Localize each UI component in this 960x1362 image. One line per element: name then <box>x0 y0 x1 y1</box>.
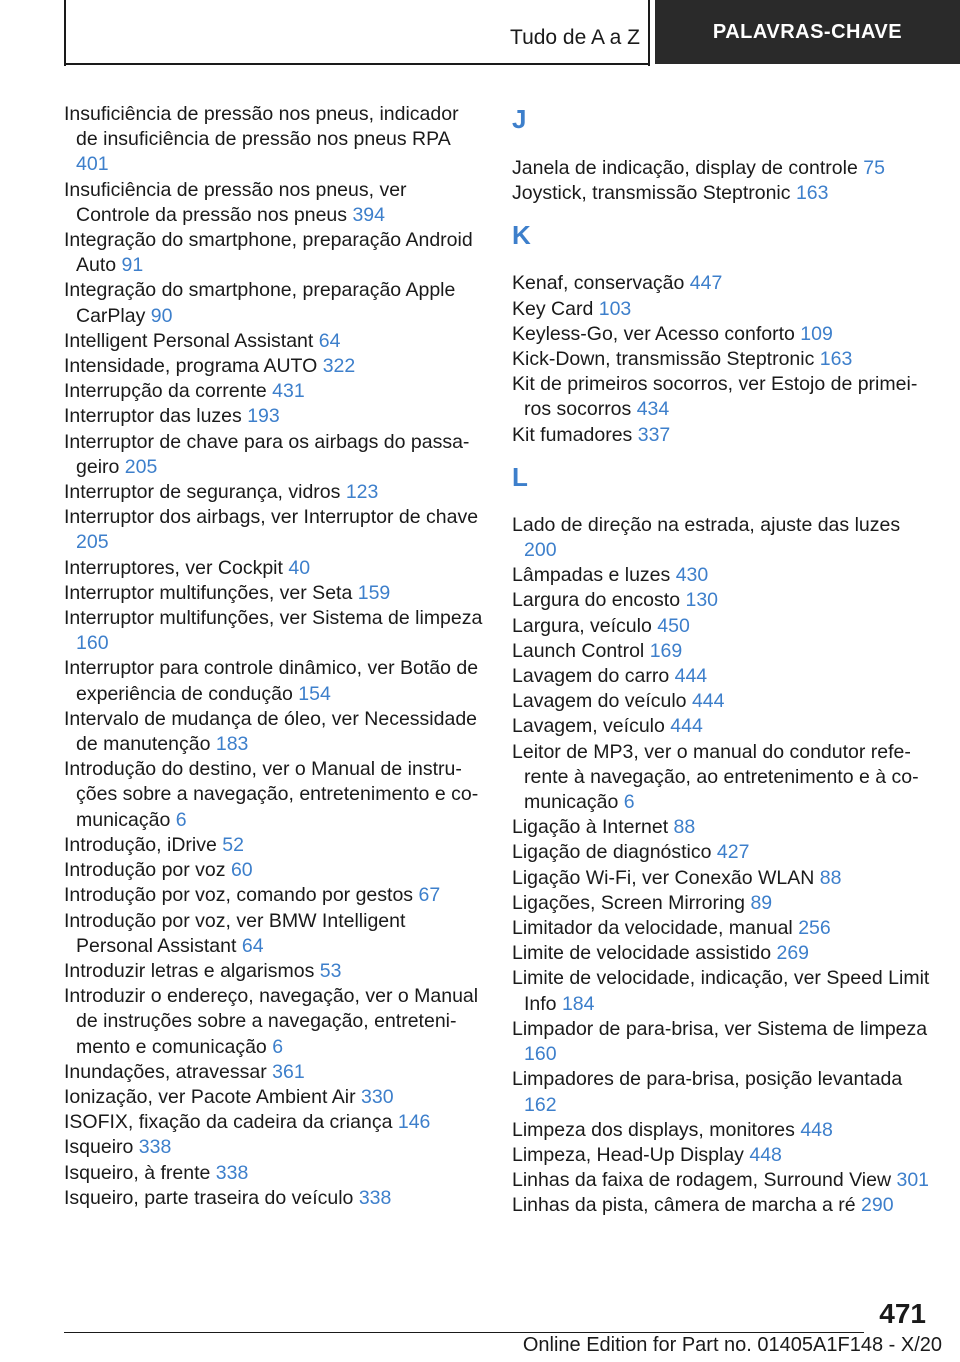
index-entry-page-link[interactable]: 338 <box>215 1161 249 1184</box>
section-letter: J <box>512 104 527 134</box>
index-entry-text: Janela de indicação, display de controle <box>512 157 858 179</box>
index-entry-text: Keyless-Go, ver Acesso conforto <box>512 322 795 345</box>
index-entry-page-link[interactable]: 361 <box>272 1060 305 1083</box>
index-entry <box>64 959 484 984</box>
index-entry-text: Introdução por voz, comando por gestos <box>64 884 414 907</box>
index-entry <box>512 513 932 563</box>
index-entry-text: Limpeza, Head-Up Display <box>512 1143 744 1166</box>
index-entry-text: Ligação Wi-Fi, ver Conexão WLAN <box>512 866 815 889</box>
index-entry-text: Linhas da pista, câmera de marcha a ré <box>512 1194 856 1217</box>
header-rule-left <box>64 0 66 66</box>
index-entry <box>512 614 932 639</box>
index-entry-text: Isqueiro <box>64 1136 134 1159</box>
index-entry-page-link[interactable]: 88 <box>673 816 696 839</box>
index-entry <box>512 1193 932 1218</box>
index-entry-page-link[interactable]: 430 <box>675 564 709 587</box>
index-entry-text: Integração do smartphone, preparação Android Auto <box>64 229 473 277</box>
index-entry-page-link[interactable]: 450 <box>657 614 690 637</box>
index-entry <box>512 322 932 347</box>
index-entry-page-link[interactable]: 193 <box>247 405 280 428</box>
index-entry <box>64 1135 484 1160</box>
index-entry-page-link[interactable]: 163 <box>819 348 853 371</box>
index-entry <box>64 278 484 328</box>
index-entry-text: Lado de direção na estrada, ajuste das luzes <box>512 513 901 536</box>
index-entry <box>512 866 932 891</box>
index-entry-page-link[interactable]: 159 <box>357 581 391 604</box>
index-entry-text: Interrupção da corrente <box>64 380 267 403</box>
index-entry <box>64 606 484 656</box>
index-entry <box>64 909 484 959</box>
index-entry-page-link[interactable]: 64 <box>318 329 341 352</box>
index-entry <box>512 966 932 1016</box>
index-entry-page-link[interactable]: 160 <box>524 1043 557 1066</box>
index-entry <box>64 556 484 581</box>
index-entry-text: Kit fumadores <box>512 423 633 446</box>
index-entry-text: Intensidade, programa AUTO <box>64 355 318 378</box>
index-entry <box>64 228 484 278</box>
index-entry-text: Limpeza dos displays, monitores <box>512 1118 795 1141</box>
index-entry-page-link[interactable]: 183 <box>215 733 249 756</box>
index-entry <box>512 423 932 448</box>
index-entry-page-link[interactable]: 162 <box>524 1093 557 1116</box>
index-entry-text: Introdução por voz <box>64 859 226 882</box>
index-entry-text: Interruptor das luzes <box>64 405 242 428</box>
index-entry-text: ISOFIX, fixação da cadeira da criança <box>64 1111 393 1134</box>
index-entry <box>512 1067 932 1117</box>
index-entry-text: Introdução do destino, ver o Manual de instruções sobre a navegação, entretenimento e comunicação <box>64 758 479 831</box>
index-entry <box>64 329 484 354</box>
index-entry <box>512 916 932 941</box>
index-entry-page-link[interactable]: 67 <box>418 884 441 907</box>
index-entry-page-link[interactable]: 205 <box>76 531 109 554</box>
index-entry <box>512 347 932 372</box>
index-entry <box>512 1017 932 1067</box>
index-entry <box>64 1186 484 1211</box>
index-entry-text: Isqueiro, parte traseira do veículo <box>64 1186 354 1209</box>
index-entry-page-link[interactable]: 169 <box>649 639 683 662</box>
index-entry-text: Ligação à Internet <box>512 816 669 839</box>
index-entry-text: Linhas da faixa de rodagem, Surround View <box>512 1169 892 1192</box>
index-entry-page-link[interactable]: 184 <box>561 992 595 1015</box>
index-entry-text: Introduzir letras e algarismos <box>64 959 315 982</box>
index-entry <box>64 480 484 505</box>
header-rule-bottom <box>64 63 650 65</box>
index-column-right <box>512 102 932 1219</box>
index-entry-text: Lavagem do carro <box>512 665 670 688</box>
index-entry-text: Lavagem, veículo <box>512 715 665 738</box>
index-entry-page-link[interactable]: 52 <box>222 833 244 856</box>
index-entry <box>64 1085 484 1110</box>
index-entry-text: Interruptores, ver Cockpit <box>64 556 283 579</box>
index-entry-text: Largura do encosto <box>512 589 681 612</box>
index-entry-text: Ligação de diagnóstico <box>512 841 712 864</box>
index-entry-text: Limpador de para-brisa, ver Sistema de limpeza <box>512 1017 928 1040</box>
index-entry-text: Interruptor multifunções, ver Sistema de limpeza <box>64 607 483 630</box>
index-entry-page-link[interactable]: 448 <box>749 1143 782 1166</box>
index-entry <box>64 1060 484 1085</box>
index-entry <box>64 178 484 228</box>
index-entry-text: Leitor de MP3, ver o manual do condutor referente à navegação, ao entretenimento e à comunicação <box>512 740 919 814</box>
index-entry-page-link[interactable]: 447 <box>689 272 723 295</box>
index-entry <box>64 1161 484 1186</box>
index-entry-text: Ionização, ver Pacote Ambient Air <box>64 1085 356 1108</box>
index-entry-page-link[interactable]: 91 <box>121 254 144 277</box>
index-entry <box>512 941 932 966</box>
index-entry <box>64 102 484 178</box>
index-entry-page-link[interactable]: 322 <box>322 355 356 378</box>
index-entry <box>64 656 484 706</box>
index-entry-text: Interruptor de segurança, vidros <box>64 481 341 504</box>
index-entry-text: Lavagem do veículo <box>512 690 687 713</box>
index-entry <box>64 505 484 555</box>
header-section-title: Tudo de A a Z <box>510 26 640 49</box>
index-entry-page-link[interactable]: 40 <box>288 556 311 579</box>
index-entry <box>64 883 484 908</box>
index-entry-page-link[interactable]: 337 <box>637 423 671 446</box>
index-entry <box>64 984 484 1060</box>
index-entry <box>64 1110 484 1135</box>
index-entry-page-link[interactable]: 163 <box>795 182 829 205</box>
index-entry <box>64 430 484 480</box>
index-entry-page-link[interactable]: 256 <box>798 917 831 940</box>
index-entry-page-link[interactable]: 6 <box>272 1035 284 1058</box>
index-entry <box>512 740 932 816</box>
index-entry-text: Intervalo de mudança de óleo, ver Necessidade de manutenção <box>64 707 478 756</box>
index-entry <box>512 664 932 689</box>
index-entry-page-link[interactable]: 431 <box>272 380 305 403</box>
index-entry <box>512 714 932 739</box>
index-entry-page-link[interactable]: 123 <box>345 481 379 504</box>
index-entry <box>512 689 932 714</box>
index-entry-page-link[interactable]: 89 <box>750 891 773 914</box>
index-entry <box>512 588 932 613</box>
page-header <box>0 0 960 66</box>
index-entry-text: Ligações, Screen Mirroring <box>512 891 746 914</box>
index-entry-page-link[interactable]: 146 <box>397 1111 431 1134</box>
index-entry-page-link[interactable]: 290 <box>861 1194 894 1217</box>
index-entry-page-link[interactable]: 88 <box>819 866 842 889</box>
index-entry <box>512 372 932 422</box>
index-entry <box>512 563 932 588</box>
index-entry-page-link[interactable]: 338 <box>138 1136 172 1159</box>
index-entry-page-link[interactable]: 6 <box>623 791 635 814</box>
index-entry-page-link[interactable]: 75 <box>863 157 885 179</box>
index-entry-page-link[interactable]: 330 <box>361 1085 394 1108</box>
index-entry-text: Insuficiência de pressão nos pneus, ver Controle da pressão nos pneus <box>64 178 407 226</box>
index-entry <box>64 404 484 429</box>
index-entry-page-link[interactable]: 130 <box>685 589 719 612</box>
index-entry <box>512 840 932 865</box>
header-rule-divider <box>648 0 650 66</box>
index-entry-page-link[interactable]: 448 <box>800 1118 833 1141</box>
index-entry-page-link[interactable]: 427 <box>716 841 750 864</box>
index-entry <box>64 757 484 833</box>
index-entry-page-link[interactable]: 444 <box>691 690 725 713</box>
index-entry-text: Launch Control <box>512 639 645 662</box>
index-entry-text: Kick-Down, transmissão Steptronic <box>512 348 815 371</box>
index-entry-text: Limite de velocidade assistido <box>512 942 772 965</box>
index-entry-text: Limitador da velocidade, manual <box>512 917 793 940</box>
index-entry-text: Lâmpadas e luzes <box>512 564 671 587</box>
index-entry <box>512 271 932 296</box>
index-entry-text: Limpadores de para-brisa, posição levantada <box>512 1068 903 1091</box>
index-entry-text: Interruptor multifunções, ver Seta <box>64 581 353 604</box>
index-entry-text: Limite de velocidade, indicação, ver Speed Limit Info <box>512 967 930 1015</box>
index-entry <box>512 815 932 840</box>
index-entry-text: Interruptor para controle dinâmico, ver Botão de experiência de condução <box>64 657 479 705</box>
index-entry-text: Introduzir o endereço, navegação, ver o Manual de instruções sobre a navegação, entretenimento e comunicação <box>64 985 479 1058</box>
index-entry <box>512 1143 932 1168</box>
index-entry <box>64 379 484 404</box>
index-entry-page-link[interactable]: 301 <box>896 1169 930 1192</box>
index-entry <box>64 707 484 757</box>
index-entry <box>512 891 932 916</box>
footer-rule <box>64 1332 864 1333</box>
index-entry <box>64 858 484 883</box>
index-entry-page-link[interactable]: 103 <box>598 297 632 320</box>
header-chapter-tab: PALAVRAS-CHAVE <box>655 0 960 64</box>
section-letter: K <box>512 220 531 251</box>
index-entry-text: Insuficiência de pressão nos pneus, indicador de insuficiência de pressão nos pneus RPA <box>64 103 459 151</box>
index-entry-page-link[interactable]: 109 <box>800 322 833 345</box>
index-entry-page-link[interactable]: 444 <box>674 665 708 688</box>
index-entry <box>512 297 932 322</box>
index-entry-page-link[interactable]: 200 <box>524 539 557 562</box>
index-entry <box>512 639 932 664</box>
index-entry-text: Introdução por voz, ver BMW Intelligent Personal Assistant <box>64 909 406 957</box>
index-entry-text: Joystick, transmissão Steptronic <box>512 182 791 205</box>
index-entry-page-link[interactable]: 434 <box>636 398 670 421</box>
index-entry <box>64 833 484 858</box>
index-entry-page-link[interactable]: 64 <box>241 934 264 957</box>
index-entry-text: Largura, veículo <box>512 614 652 637</box>
index-entry-text: Inundações, atravessar <box>64 1060 267 1083</box>
index-entry <box>64 581 484 606</box>
index-entry-text: Isqueiro, à frente <box>64 1161 211 1184</box>
index-entry-page-link[interactable]: 6 <box>175 808 187 831</box>
index-entry-text: Interruptor dos airbags, ver Interruptor de chave <box>64 506 479 529</box>
footer-edition: Online Edition for Part no. 01405A1F148 - X/20 <box>522 1334 942 1356</box>
index-entry <box>512 1118 932 1143</box>
index-entry-page-link[interactable]: 338 <box>358 1186 392 1209</box>
index-entry-page-link[interactable]: 394 <box>352 203 385 226</box>
index-entry-page-link[interactable]: 160 <box>76 632 109 655</box>
index-entry <box>512 181 932 206</box>
index-column-left <box>64 102 484 1211</box>
index-entry-page-link[interactable]: 269 <box>776 942 810 965</box>
index-entry-text: Kit de primeiros socorros, ver Estojo de primeiros socorros <box>512 373 918 421</box>
index-entry-page-link[interactable]: 444 <box>670 715 703 738</box>
index-entry-text: Introdução, iDrive <box>64 833 217 856</box>
index-entry <box>64 354 484 379</box>
index-entry-text: Key Card <box>512 297 594 320</box>
index-entry-page-link[interactable]: 205 <box>124 455 158 478</box>
index-entry-text: Kenaf, conservação <box>512 272 685 295</box>
page-number: 471 <box>879 1298 926 1329</box>
index-entry-page-link[interactable]: 53 <box>319 959 342 982</box>
index-entry <box>512 156 932 181</box>
section-letter: L <box>512 461 528 492</box>
index-entry-page-link[interactable]: 401 <box>76 153 109 176</box>
index-entry-page-link[interactable]: 90 <box>150 304 173 327</box>
index-entry-text: Intelligent Personal Assistant <box>64 329 314 352</box>
index-entry-page-link[interactable]: 60 <box>230 859 253 882</box>
index-entry-page-link[interactable]: 154 <box>298 682 331 705</box>
index-entry-text: Interruptor de chave para os airbags do passageiro <box>64 430 470 478</box>
index-entry <box>512 1168 932 1193</box>
index-entry-text: Integração do smartphone, preparação Apple CarPlay <box>64 279 456 327</box>
